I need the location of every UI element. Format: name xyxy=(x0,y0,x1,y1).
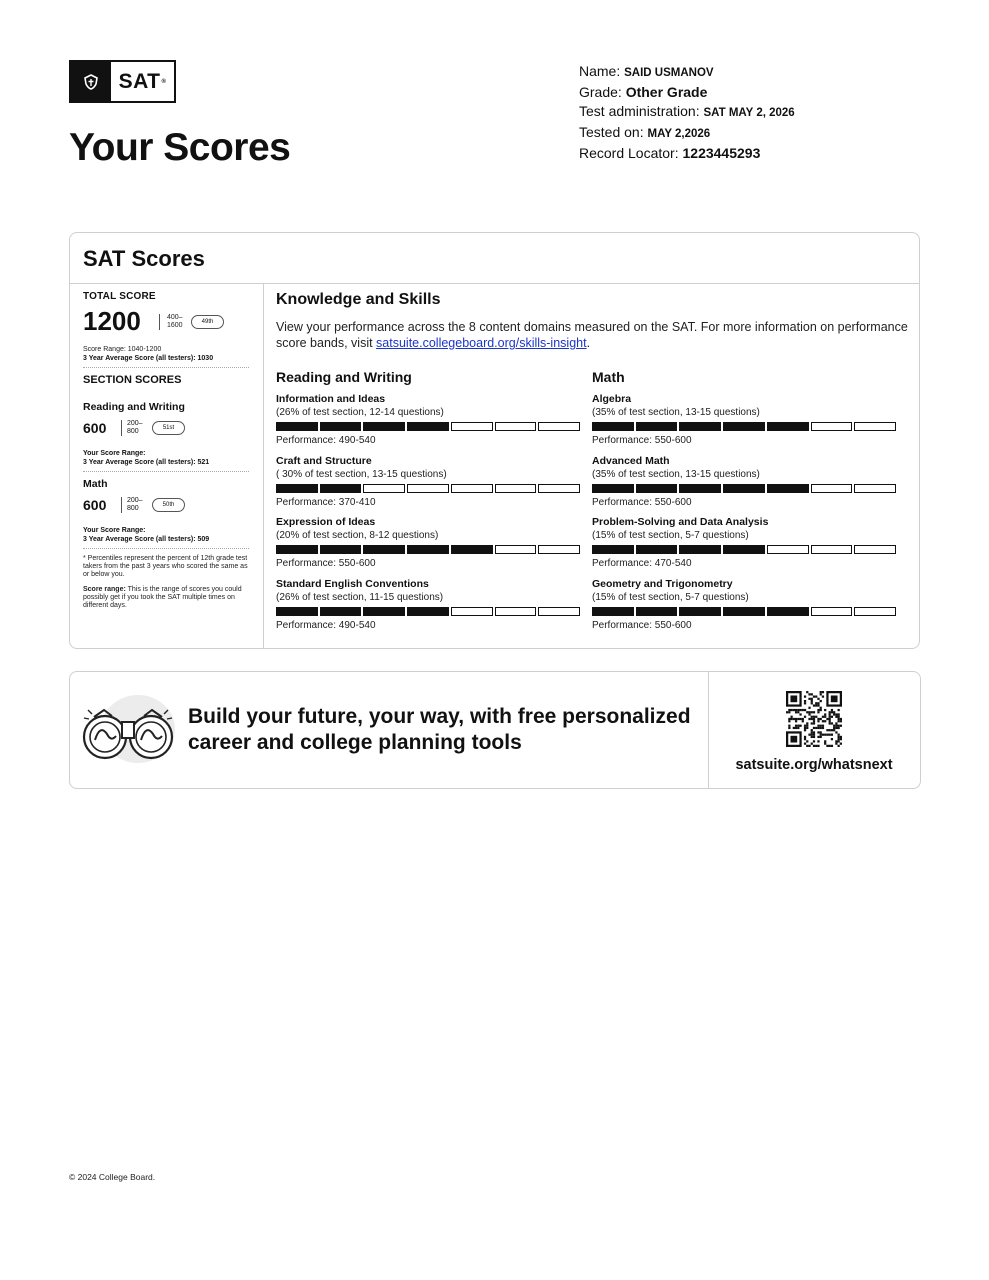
domain-item xyxy=(276,578,592,640)
performance-segment xyxy=(592,545,634,554)
performance-segment xyxy=(679,545,721,554)
domain-weight: (20% of test section, 8-12 questions) xyxy=(276,530,439,541)
performance-segment xyxy=(679,422,721,431)
section-average: 3 Year Average Score (all testers): 509 xyxy=(83,536,210,543)
domain-name: Craft and Structure xyxy=(276,454,372,467)
planning-tools-banner xyxy=(69,671,921,789)
performance-segment xyxy=(320,607,362,616)
domain-item xyxy=(592,516,908,578)
sat-scores-card xyxy=(69,232,920,649)
performance-segment xyxy=(363,422,405,431)
performance-segment xyxy=(276,545,318,554)
performance-segment xyxy=(811,607,853,616)
domain-performance: Performance: 550-600 xyxy=(592,619,692,631)
performance-segment xyxy=(854,607,896,616)
section-score-scale: 200– 800 xyxy=(121,420,152,436)
domain-weight: (35% of test section, 13-15 questions) xyxy=(592,407,760,418)
domain-name: Advanced Math xyxy=(592,454,670,467)
performance-segment xyxy=(854,484,896,493)
domain-weight: (15% of test section, 5-7 questions) xyxy=(592,530,749,541)
domain-performance: Performance: 550-600 xyxy=(276,558,376,569)
domain-name: Geometry and Trigonometry xyxy=(592,577,733,590)
performance-segment xyxy=(723,545,765,554)
section-score-value: 600 xyxy=(83,420,107,436)
performance-segment xyxy=(407,545,449,554)
section-average: 3 Year Average Score (all testers): 521 xyxy=(83,459,210,466)
total-score-scale: 400– 1600 xyxy=(159,314,191,330)
performance-segment xyxy=(538,607,580,616)
section-score-row xyxy=(83,497,249,513)
domain-performance: Performance: 370-410 xyxy=(276,496,376,508)
divider xyxy=(83,367,249,368)
performance-segment xyxy=(495,607,537,616)
total-average: 3 Year Average Score (all testers): 1030 xyxy=(83,355,214,362)
performance-segment xyxy=(679,607,721,616)
knowledge-skills xyxy=(276,291,908,639)
section-percentile-badge: 50th xyxy=(152,498,185,512)
performance-segment xyxy=(320,484,362,493)
performance-segment xyxy=(407,607,449,616)
performance-segment xyxy=(407,484,449,493)
logo-text: SAT ® xyxy=(118,69,167,93)
domain-column xyxy=(276,369,592,639)
section-scores-heading: SECTION SCORES xyxy=(83,374,182,386)
promo-headline: Build your future, your way, with free personalized career and college planning tools xyxy=(188,705,691,754)
qr-code-icon[interactable] xyxy=(786,691,842,747)
performance-segment xyxy=(636,545,678,554)
performance-segment xyxy=(363,607,405,616)
performance-segment xyxy=(320,545,362,554)
section-score-value: 600 xyxy=(83,497,107,513)
performance-bar xyxy=(592,422,898,431)
section-percentile-badge: 51st xyxy=(152,421,185,435)
performance-segment xyxy=(592,607,634,616)
divider xyxy=(83,548,249,549)
domain-performance: Performance: 550-600 xyxy=(592,496,692,508)
performance-segment xyxy=(767,545,809,554)
performance-segment xyxy=(811,422,853,431)
domain-name: Standard English Conventions xyxy=(276,577,429,590)
copyright: © 2024 College Board. xyxy=(69,1172,156,1182)
performance-segment xyxy=(767,422,809,431)
info-name: Name: SAID USMANOV xyxy=(579,63,714,79)
section-score-range: Your Score Range: xyxy=(83,527,146,534)
performance-segment xyxy=(767,607,809,616)
domain-weight: (15% of test section, 5-7 questions) xyxy=(592,591,749,603)
total-score-row xyxy=(83,306,249,337)
performance-segment xyxy=(767,484,809,493)
performance-bar xyxy=(276,484,582,493)
domain-performance: Performance: 470-540 xyxy=(592,558,692,569)
domain-weight: (26% of test section, 11-15 questions) xyxy=(276,591,444,603)
section-score-scale: 200– 800 xyxy=(121,497,152,513)
info-grade: Grade: Other Grade xyxy=(579,84,708,100)
domain-item xyxy=(592,578,908,640)
domain-item xyxy=(592,393,908,455)
domain-column-heading: Reading and Writing xyxy=(276,369,412,385)
performance-segment xyxy=(276,607,318,616)
performance-segment xyxy=(363,484,405,493)
performance-segment xyxy=(538,422,580,431)
performance-segment xyxy=(723,607,765,616)
performance-bar xyxy=(592,607,898,616)
performance-segment xyxy=(592,422,634,431)
performance-segment xyxy=(276,422,318,431)
skills-insight-link[interactable]: satsuite.collegeboard.org/skills-insight xyxy=(376,336,587,350)
domain-column xyxy=(592,369,908,639)
performance-segment xyxy=(451,422,493,431)
performance-segment xyxy=(854,422,896,431)
performance-segment xyxy=(407,422,449,431)
knowledge-skills-description: View your performance across the 8 content domains measured on the SAT. For more information on performance score bands, visit satsuite.collegeboard.org/skills-insight. xyxy=(276,320,908,350)
performance-segment xyxy=(636,607,678,616)
performance-segment xyxy=(538,484,580,493)
performance-segment xyxy=(636,422,678,431)
domain-item xyxy=(592,455,908,517)
info-record-locator: Record Locator: 1223445293 xyxy=(579,145,761,161)
performance-segment xyxy=(363,545,405,554)
performance-segment xyxy=(495,545,537,554)
section-score-range: Your Score Range: xyxy=(83,450,146,457)
performance-segment xyxy=(495,484,537,493)
info-test-admin: Test administration: SAT MAY 2, 2026 xyxy=(579,103,795,119)
total-score-value: 1200 xyxy=(83,306,141,336)
scores-column xyxy=(83,291,249,610)
total-score-label: TOTAL SCORE xyxy=(83,291,156,302)
performance-segment xyxy=(538,545,580,554)
total-percentile-badge: 49th xyxy=(191,315,224,329)
domain-weight: (35% of test section, 13-15 questions) xyxy=(592,468,760,480)
performance-bar xyxy=(592,545,898,554)
percentile-note: * Percentiles represent the percent of 12th grade test takers from the past 3 years who scored the same as or below you. xyxy=(83,555,248,578)
performance-bar xyxy=(276,607,582,616)
performance-segment xyxy=(451,484,493,493)
binoculars-icon xyxy=(80,692,175,767)
domain-performance: Performance: 490-540 xyxy=(276,619,376,631)
performance-segment xyxy=(451,545,493,554)
performance-segment xyxy=(723,422,765,431)
domain-columns xyxy=(276,369,908,639)
total-score-range: Score Range: 1040-1200 xyxy=(83,346,162,353)
info-tested-on: Tested on: MAY 2,2026 xyxy=(579,124,711,140)
page-title: Your Scores xyxy=(69,126,291,169)
performance-segment xyxy=(320,422,362,431)
section-name-reading-writing: Reading and Writing xyxy=(83,401,185,413)
score-range-note: Score range: This is the range of scores you could possibly get if you took the SAT multiple times on different days. xyxy=(83,586,242,609)
knowledge-skills-title: Knowledge and Skills xyxy=(276,291,441,308)
performance-segment xyxy=(451,607,493,616)
divider xyxy=(70,283,919,284)
performance-segment xyxy=(495,422,537,431)
performance-bar xyxy=(276,422,582,431)
section-score-row xyxy=(83,420,249,436)
performance-segment xyxy=(679,484,721,493)
performance-segment xyxy=(636,484,678,493)
domain-column-heading: Math xyxy=(592,369,625,385)
sat-logo xyxy=(69,60,176,103)
card-title: SAT Scores xyxy=(83,246,205,271)
domain-weight: (26% of test section, 12-14 questions) xyxy=(276,407,444,418)
domain-weight: ( 30% of test section, 13-15 questions) xyxy=(276,468,447,480)
domain-name: Problem-Solving and Data Analysis xyxy=(592,516,769,528)
divider xyxy=(263,283,264,648)
domain-item xyxy=(276,516,592,578)
acorn-icon xyxy=(71,62,111,101)
performance-segment xyxy=(276,484,318,493)
performance-segment xyxy=(811,545,853,554)
performance-segment xyxy=(811,484,853,493)
domain-performance: Performance: 490-540 xyxy=(276,435,376,446)
performance-bar xyxy=(276,545,582,554)
domain-name: Expression of Ideas xyxy=(276,516,376,528)
domain-item xyxy=(276,393,592,455)
domain-name: Information and Ideas xyxy=(276,393,386,405)
domain-performance: Performance: 550-600 xyxy=(592,435,692,446)
domain-name: Algebra xyxy=(592,393,632,405)
domain-item xyxy=(276,455,592,517)
performance-bar xyxy=(592,484,898,493)
performance-segment xyxy=(854,545,896,554)
performance-segment xyxy=(723,484,765,493)
whats-next-url[interactable]: satsuite.org/whatsnext xyxy=(735,757,893,773)
section-name-math: Math xyxy=(83,478,108,490)
divider xyxy=(83,471,249,472)
performance-segment xyxy=(592,484,634,493)
student-info xyxy=(579,62,795,163)
